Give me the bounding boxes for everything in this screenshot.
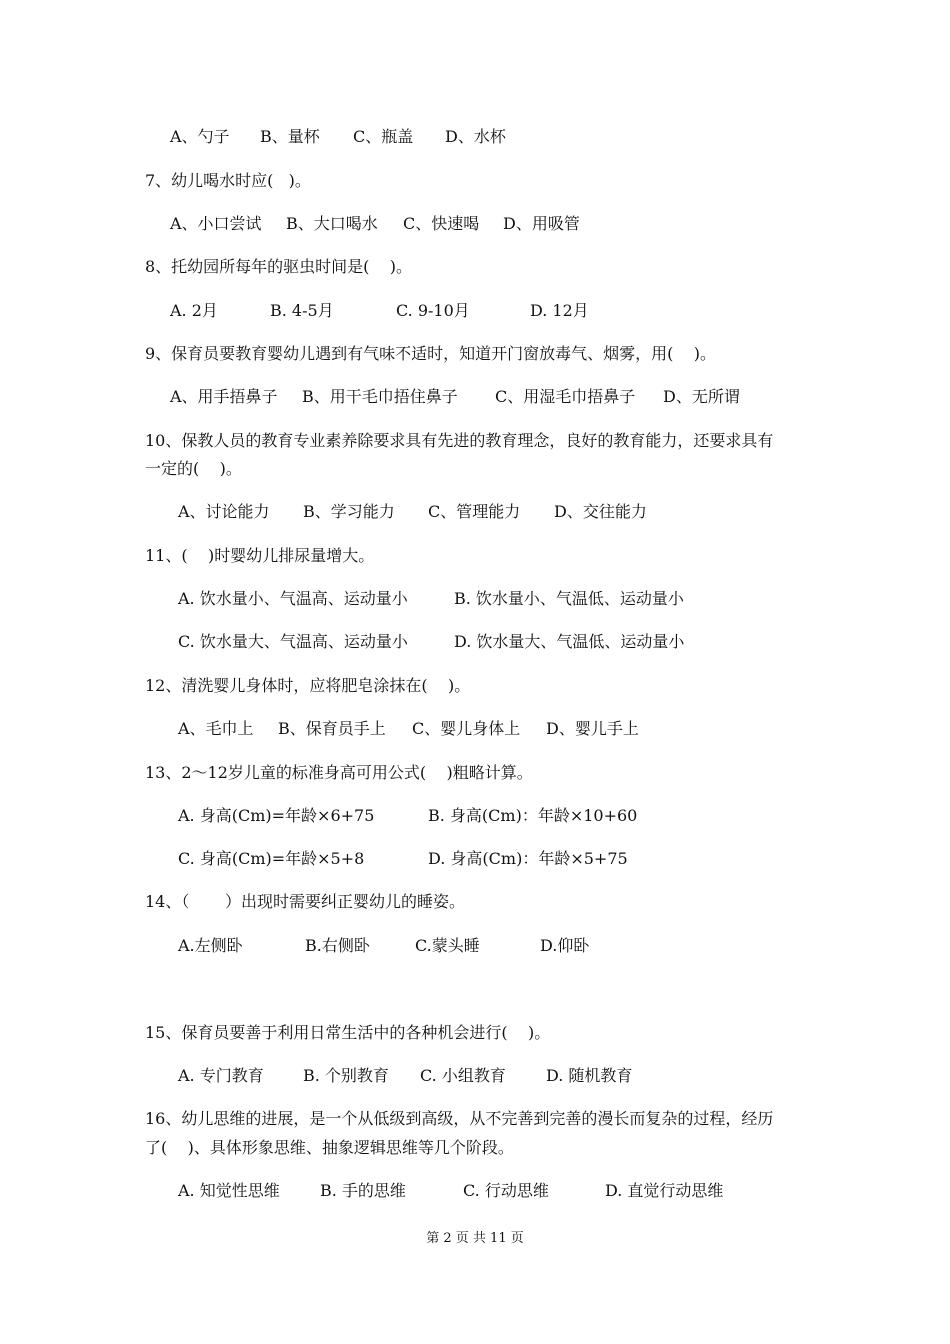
option-text: A、用手捂鼻子 bbox=[170, 387, 278, 406]
option-text: D. 直觉行动思维 bbox=[605, 1181, 724, 1200]
option-text: C、婴儿身体上 bbox=[412, 719, 521, 738]
option-text: B. 手的思维 bbox=[320, 1181, 406, 1200]
question-text: 16、幼儿思维的进展，是一个从低级到高级，从不完善到完善的漫长而复杂的过程，经历 bbox=[145, 1109, 774, 1128]
option-text: B、学习能力 bbox=[303, 502, 395, 521]
option-text: B、用干毛巾捂住鼻子 bbox=[302, 387, 458, 406]
question-text-continued: 一定的( )。 bbox=[145, 459, 242, 478]
option-text: C、快速喝 bbox=[403, 214, 480, 233]
option-text: B.右侧卧 bbox=[305, 936, 370, 955]
question-text: 7、幼儿喝水时应( )。 bbox=[145, 171, 311, 190]
option-text: A.左侧卧 bbox=[178, 936, 243, 955]
option-text: A. 饮水量小、气温高、运动量小 bbox=[178, 589, 408, 608]
question-text: 12、清洗婴儿身体时，应将肥皂涂抹在( )。 bbox=[145, 676, 471, 695]
option-text: D、婴儿手上 bbox=[546, 719, 639, 738]
option-text: D. 随机教育 bbox=[546, 1066, 633, 1085]
option-text: B. 4-5月 bbox=[270, 301, 334, 320]
option-text: A、勺子 bbox=[170, 127, 230, 146]
option-text: A. 专门教育 bbox=[178, 1066, 264, 1085]
option-text: A. 身高(Cm)=年龄×6+75 bbox=[178, 806, 375, 825]
option-text: C. 小组教育 bbox=[420, 1066, 506, 1085]
option-text: B、量杯 bbox=[260, 127, 320, 146]
option-text: B、保育员手上 bbox=[278, 719, 386, 738]
page-footer: 第 2 页 共 11 页 bbox=[426, 1231, 524, 1246]
option-text: B. 饮水量小、气温低、运动量小 bbox=[454, 589, 684, 608]
question-text: 15、保育员要善于利用日常生活中的各种机会进行( )。 bbox=[145, 1023, 551, 1042]
option-text: A. 知觉性思维 bbox=[178, 1181, 280, 1200]
option-text: C. 身高(Cm)=年龄×5+8 bbox=[178, 849, 365, 868]
question-text: 10、保教人员的教育专业素养除要求具有先进的教育理念，良好的教育能力，还要求具有 bbox=[145, 431, 774, 450]
question-text: 9、保育员要教育婴幼儿遇到有气味不适时，知道开门窗放毒气、烟雾，用( )。 bbox=[145, 344, 717, 363]
option-text: D. 12月 bbox=[530, 301, 589, 320]
option-text: D、用吸管 bbox=[503, 214, 580, 233]
option-text: D、水杯 bbox=[445, 127, 506, 146]
option-text: C. 饮水量大、气温高、运动量小 bbox=[178, 632, 408, 651]
question-text: 14、（ ）出现时需要纠正婴幼儿的睡姿。 bbox=[145, 892, 465, 911]
option-text: D. 饮水量大、气温低、运动量小 bbox=[454, 632, 685, 651]
option-text: C. 9-10月 bbox=[396, 301, 470, 320]
option-text: A. 2月 bbox=[170, 301, 218, 320]
option-text: A、讨论能力 bbox=[178, 502, 270, 521]
option-text: C、用湿毛巾捂鼻子 bbox=[495, 387, 636, 406]
option-text: D、无所谓 bbox=[663, 387, 740, 406]
option-text: C、瓶盖 bbox=[353, 127, 414, 146]
option-text: B. 身高(Cm)：年龄×10+60 bbox=[428, 806, 638, 825]
option-text: D.仰卧 bbox=[540, 936, 590, 955]
question-text: 11、( )时婴幼儿排尿量增大。 bbox=[145, 546, 375, 565]
question-text-continued: 了( )、具体形象思维、抽象逻辑思维等几个阶段。 bbox=[145, 1138, 514, 1157]
option-text: C、管理能力 bbox=[428, 502, 521, 521]
option-text: A、小口尝试 bbox=[170, 214, 262, 233]
option-text: C. 行动思维 bbox=[463, 1181, 549, 1200]
option-text: A、毛巾上 bbox=[178, 719, 254, 738]
option-text: C.蒙头睡 bbox=[415, 936, 480, 955]
option-text: B、大口喝水 bbox=[286, 214, 378, 233]
option-text: D、交往能力 bbox=[554, 502, 647, 521]
question-text: 13、2～12岁儿童的标准身高可用公式( )粗略计算。 bbox=[145, 763, 533, 782]
question-text: 8、托幼园所每年的驱虫时间是( )。 bbox=[145, 257, 413, 276]
option-text: B. 个别教育 bbox=[303, 1066, 389, 1085]
option-text: D. 身高(Cm)：年龄×5+75 bbox=[428, 849, 628, 868]
